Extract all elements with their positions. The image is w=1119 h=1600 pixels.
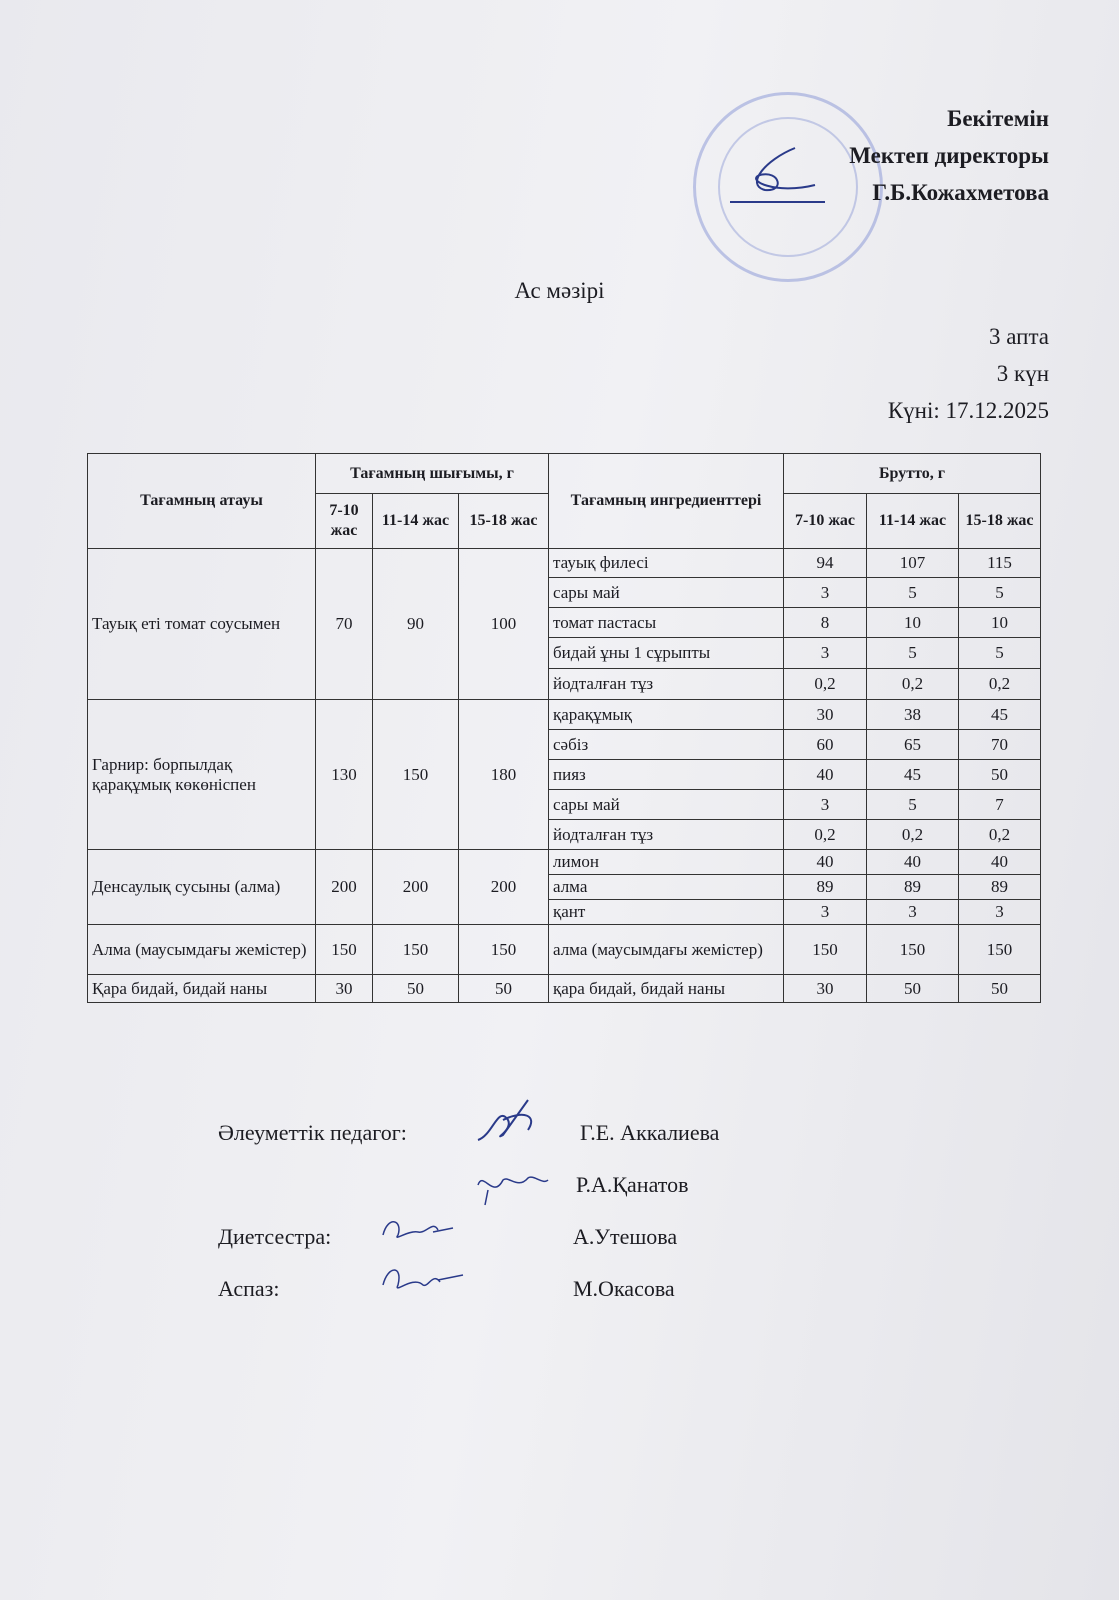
dish-output: 180 — [459, 700, 549, 850]
ingredient-name: қара бидай, бидай наны — [549, 975, 784, 1003]
ingredient-brutto: 89 — [867, 875, 959, 900]
dish-name: Гарнир: борпылдақ қарақұмық көкөніспен — [88, 700, 316, 850]
dish-output: 50 — [373, 975, 459, 1003]
dish-name: Қара бидай, бидай наны — [88, 975, 316, 1003]
dish-output: 200 — [459, 850, 549, 925]
ingredient-brutto: 3 — [867, 900, 959, 925]
header-age: 15-18 жас — [959, 494, 1041, 549]
date-label: Күні: 17.12.2025 — [887, 398, 1049, 423]
handwritten-signature — [473, 1160, 553, 1210]
week-label: 3 апта — [988, 324, 1049, 349]
signature-name: М.Окасова — [573, 1276, 675, 1301]
ingredient-brutto: 3 — [959, 900, 1041, 925]
approval-director-name: Г.Б.Кожахметова — [872, 180, 1049, 205]
ingredient-name: қарақұмық — [549, 700, 784, 730]
ingredient-brutto: 45 — [959, 700, 1041, 730]
header-brutto: Брутто, г — [784, 454, 1041, 494]
dish-output: 200 — [373, 850, 459, 925]
ingredient-brutto: 89 — [959, 875, 1041, 900]
signature-name: Г.Е. Аккалиева — [580, 1120, 720, 1145]
ingredient-brutto: 107 — [867, 549, 959, 578]
ingredient-name: сары май — [549, 578, 784, 608]
ingredient-brutto: 40 — [784, 760, 867, 790]
header-age: 15-18 жас — [459, 494, 549, 549]
ingredient-brutto: 70 — [959, 730, 1041, 760]
director-signature — [725, 140, 835, 210]
ingredient-brutto: 40 — [867, 850, 959, 875]
table-row — [88, 549, 1041, 578]
signature-role: Әлеуметтік педагог: — [218, 1120, 407, 1145]
dish-output: 70 — [316, 549, 373, 700]
table-row — [88, 925, 1041, 975]
ingredient-name: алма — [549, 875, 784, 900]
table-row — [88, 700, 1041, 730]
ingredient-brutto: 0,2 — [959, 669, 1041, 700]
ingredient-brutto: 65 — [867, 730, 959, 760]
dish-name: Денсаулық сусыны (алма) — [88, 850, 316, 925]
ingredient-brutto: 5 — [867, 790, 959, 820]
dish-output: 30 — [316, 975, 373, 1003]
ingredient-brutto: 5 — [867, 578, 959, 608]
ingredient-brutto: 45 — [867, 760, 959, 790]
dish-output: 100 — [459, 549, 549, 700]
ingredient-brutto: 60 — [784, 730, 867, 760]
ingredient-brutto: 10 — [867, 608, 959, 638]
dish-output: 50 — [459, 975, 549, 1003]
ingredient-brutto: 0,2 — [784, 669, 867, 700]
ingredient-brutto: 3 — [784, 638, 867, 669]
dish-output: 150 — [316, 925, 373, 975]
ingredient-brutto: 40 — [959, 850, 1041, 875]
ingredient-brutto: 115 — [959, 549, 1041, 578]
ingredient-brutto: 38 — [867, 700, 959, 730]
ingredient-brutto: 3 — [784, 578, 867, 608]
ingredient-brutto: 30 — [784, 700, 867, 730]
dish-name: Алма (маусымдағы жемістер) — [88, 925, 316, 975]
ingredient-brutto: 0,2 — [867, 820, 959, 850]
ingredient-brutto: 50 — [959, 975, 1041, 1003]
header-output: Тағамның шығымы, г — [316, 454, 549, 494]
ingredient-brutto: 0,2 — [867, 669, 959, 700]
day-label: 3 күн — [996, 361, 1049, 386]
table-row — [88, 850, 1041, 875]
ingredient-brutto: 5 — [959, 578, 1041, 608]
header-age: 11-14 жас — [373, 494, 459, 549]
dish-output: 150 — [373, 925, 459, 975]
handwritten-signature — [473, 1095, 553, 1155]
dish-output: 150 — [373, 700, 459, 850]
ingredient-name: қант — [549, 900, 784, 925]
menu-table — [87, 453, 1041, 1003]
signature-name: Р.А.Қанатов — [576, 1172, 689, 1197]
header-age: 11-14 жас — [867, 494, 959, 549]
ingredient-name: йодталған тұз — [549, 820, 784, 850]
signature-role: Диетсестра: — [218, 1224, 332, 1249]
ingredient-brutto: 3 — [784, 790, 867, 820]
ingredient-brutto: 5 — [959, 638, 1041, 669]
handwritten-signature — [378, 1260, 468, 1300]
approval-position: Мектеп директоры — [849, 143, 1049, 168]
ingredient-brutto: 0,2 — [959, 820, 1041, 850]
ingredient-brutto: 10 — [959, 608, 1041, 638]
menu-meta — [888, 318, 1049, 429]
ingredient-brutto: 40 — [784, 850, 867, 875]
dish-output: 90 — [373, 549, 459, 700]
ingredient-name: томат пастасы — [549, 608, 784, 638]
ingredient-brutto: 7 — [959, 790, 1041, 820]
ingredient-name: йодталған тұз — [549, 669, 784, 700]
ingredient-name: сары май — [549, 790, 784, 820]
ingredient-brutto: 3 — [784, 900, 867, 925]
ingredient-name: сәбіз — [549, 730, 784, 760]
dish-output: 200 — [316, 850, 373, 925]
dish-name: Тауық еті томат соусымен — [88, 549, 316, 700]
signature-name: А.Утешова — [573, 1224, 678, 1249]
ingredient-brutto: 5 — [867, 638, 959, 669]
header-age: 7-10 жас — [784, 494, 867, 549]
header-ingredients: Тағамның ингредиенттері — [549, 454, 784, 549]
ingredient-name: лимон — [549, 850, 784, 875]
header-age: 7-10 жас — [316, 494, 373, 549]
table-row — [88, 975, 1041, 1003]
dish-output: 150 — [459, 925, 549, 975]
signature-role: Аспаз: — [218, 1276, 280, 1301]
ingredient-name: тауық филесі — [549, 549, 784, 578]
page-title: Ас мәзірі — [514, 278, 605, 303]
ingredient-name: пияз — [549, 760, 784, 790]
ingredient-brutto: 8 — [784, 608, 867, 638]
dish-output: 130 — [316, 700, 373, 850]
header-dish: Тағамның атауы — [88, 454, 316, 549]
ingredient-brutto: 150 — [867, 925, 959, 975]
ingredient-name: алма (маусымдағы жемістер) — [549, 925, 784, 975]
ingredient-brutto: 150 — [784, 925, 867, 975]
ingredient-brutto: 50 — [959, 760, 1041, 790]
ingredient-brutto: 30 — [784, 975, 867, 1003]
ingredient-brutto: 94 — [784, 549, 867, 578]
handwritten-signature — [378, 1210, 458, 1250]
ingredient-brutto: 89 — [784, 875, 867, 900]
ingredient-name: бидай ұны 1 сұрыпты — [549, 638, 784, 669]
approval-heading: Бекітемін — [947, 106, 1049, 131]
ingredient-brutto: 50 — [867, 975, 959, 1003]
approval-block — [849, 100, 1049, 211]
ingredient-brutto: 150 — [959, 925, 1041, 975]
ingredient-brutto: 0,2 — [784, 820, 867, 850]
